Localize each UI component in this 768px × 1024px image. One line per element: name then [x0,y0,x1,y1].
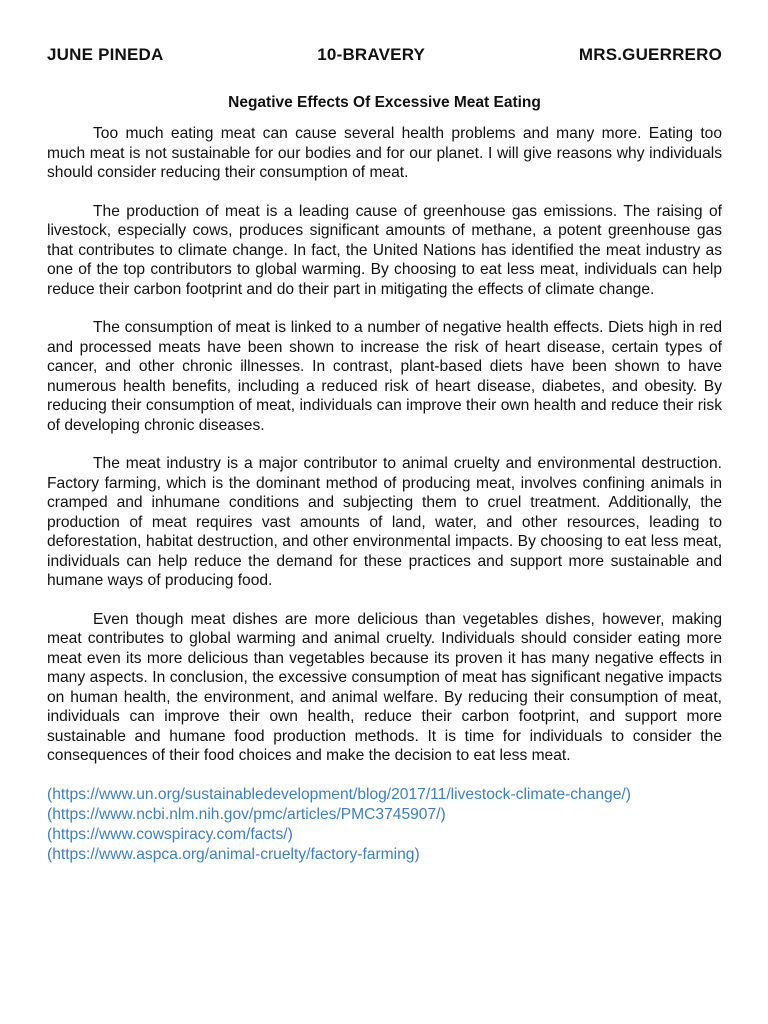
paragraph-health-effects: The consumption of meat is linked to a number of negative health effects. Diets high in red and processed meats have been shown to increase the risk of heart disease, certain types of cancer, and other chronic illnesses. In contrast, plant-based diets have been shown to have numerous health benefits, including a reduced risk of heart disease, diabetes, and obesity. By reducing their consumption of meat, individuals can improve their own health and reduce their risk of developing chronic diseases. [47,319,722,434]
paragraph-greenhouse-gas: The production of meat is a leading cause of greenhouse gas emissions. The raising of livestock, especially cows, produces significant amounts of methane, a potent greenhouse gas that contributes to climate change. In fact, the United Nations has identified the meat industry as one of the top contributors to global warming. By choosing to eat less meat, individuals can help reduce their carbon footprint and do their part in mitigating the effects of climate change. [47,202,722,298]
references-list [47,785,722,865]
reference-link-aspca[interactable]: (https://www.aspca.org/animal-cruelty/factory-farming) [47,845,420,863]
teacher-name: MRS.GUERRERO [578,45,722,64]
essay-title: Negative Effects Of Excessive Meat Eating [228,94,541,111]
student-name: JUNE PINEDA [47,45,164,64]
reference-link-un[interactable]: (https://www.un.org/sustainabledevelopment/blog/2017/11/livestock-climate-change/) [47,785,631,803]
paragraph-conclusion: Even though meat dishes are more delicious than vegetables dishes, however, making meat contributes to global warming and animal cruelty. Individuals should consider eating more meat even its more delicious than vegetables because its proven it has many negative effects in many aspects. In conclusion, the excessive consumption of meat has significant negative impacts on human health, the environment, and animal welfare. By reducing their consumption of meat, individuals can improve their own health, reduce their carbon footprint, and support more sustainable and humane food production methods. It is time for individuals to consider the consequences of their food choices and make the decision to eat less meat. [47,610,722,764]
student-section: 10-BRAVERY [317,45,426,64]
paragraph-introduction: Too much eating meat can cause several health problems and many more. Eating too much meat is not sustainable for our bodies and for our planet. I will give reasons why individuals should consider reducing their consumption of meat. [47,125,722,181]
reference-link-ncbi[interactable]: (https://www.ncbi.nlm.nih.gov/pmc/articles/PMC3745907/) [47,805,446,823]
document-header [47,45,722,65]
paragraph-animal-cruelty: The meat industry is a major contributor to animal cruelty and environmental destruction. Factory farming, which is the dominant method of producing meat, involves confining animals in cramped and inhumane conditions and subjecting them to cruel treatment. Additionally, the production of meat requires vast amounts of land, water, and other resources, leading to deforestation, habitat destruction, and other environmental impacts. By choosing to eat less meat, individuals can help reduce the demand for these practices and support more sustainable and humane ways of producing food. [47,455,722,589]
document-page [47,45,722,865]
reference-link-cowspiracy[interactable]: (https://www.cowspiracy.com/facts/) [47,825,293,843]
